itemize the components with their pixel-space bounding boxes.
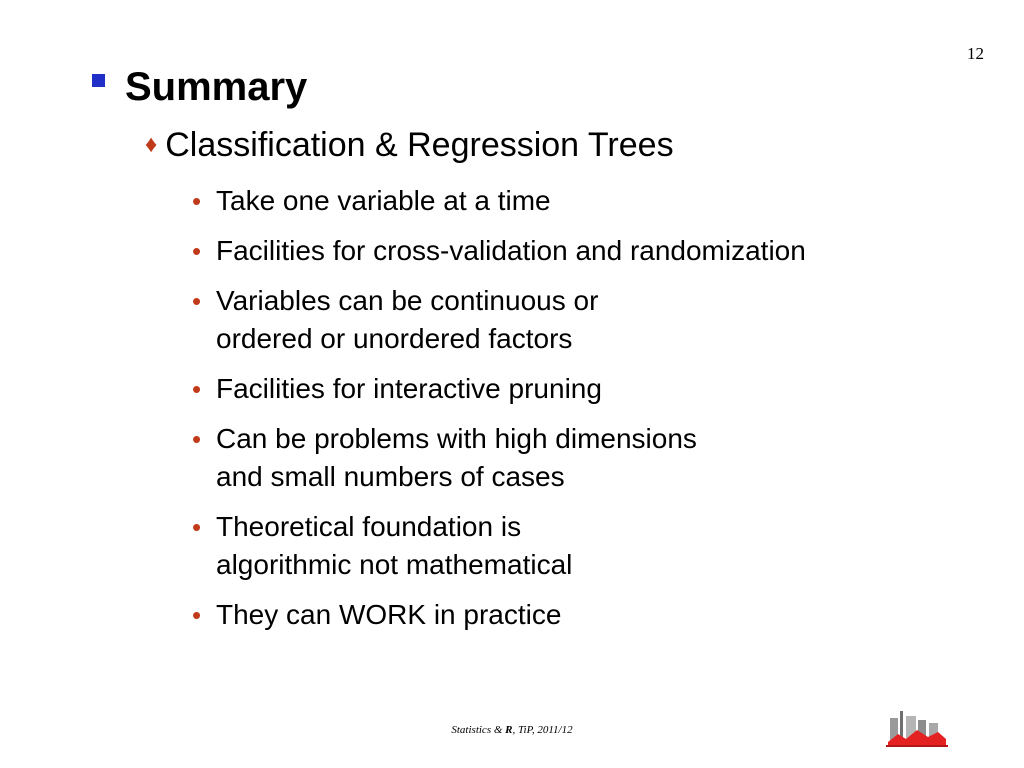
diamond-icon: ♦ (145, 131, 158, 158)
bullet-list (192, 182, 806, 646)
dot-bullet-icon: • (192, 600, 202, 630)
slide-title: Summary (125, 65, 308, 109)
bullet-text: Take one variable at a time (216, 185, 551, 216)
bullet-text: Facilities for interactive pruning (216, 373, 602, 404)
list-item (192, 596, 806, 634)
bullet-text: Facilities for cross-validation and randomization (216, 235, 806, 266)
list-item (192, 182, 806, 220)
page-number: 12 (967, 44, 984, 63)
dot-bullet-icon: • (192, 374, 202, 404)
bullet-text: Can be problems with high dimensions and small numbers of cases (216, 423, 697, 492)
list-item (192, 370, 806, 408)
bullet-text: They can WORK in practice (216, 599, 562, 630)
bullet-text: Variables can be continuous or ordered or unordered factors (216, 285, 599, 354)
subtitle-row (145, 125, 674, 165)
bullet-text: Theoretical foundation is algorithmic not mathematical (216, 511, 573, 580)
dot-bullet-icon: • (192, 512, 202, 542)
list-item (192, 508, 806, 584)
slide-subtitle: Classification & Regression Trees (165, 126, 674, 164)
list-item (192, 232, 806, 270)
footer-prefix: Statistics & (451, 724, 506, 736)
title-row (92, 64, 307, 110)
dot-bullet-icon: • (192, 186, 202, 216)
square-bullet-icon (92, 74, 105, 87)
logo-icon (886, 708, 948, 748)
footer (0, 724, 1024, 736)
list-item (192, 420, 806, 496)
dot-bullet-icon: • (192, 286, 202, 316)
footer-suffix: , TiP, 2011/12 (512, 724, 573, 736)
dot-bullet-icon: • (192, 236, 202, 266)
dot-bullet-icon: • (192, 424, 202, 454)
footer-r: R (505, 724, 513, 736)
list-item (192, 282, 806, 358)
